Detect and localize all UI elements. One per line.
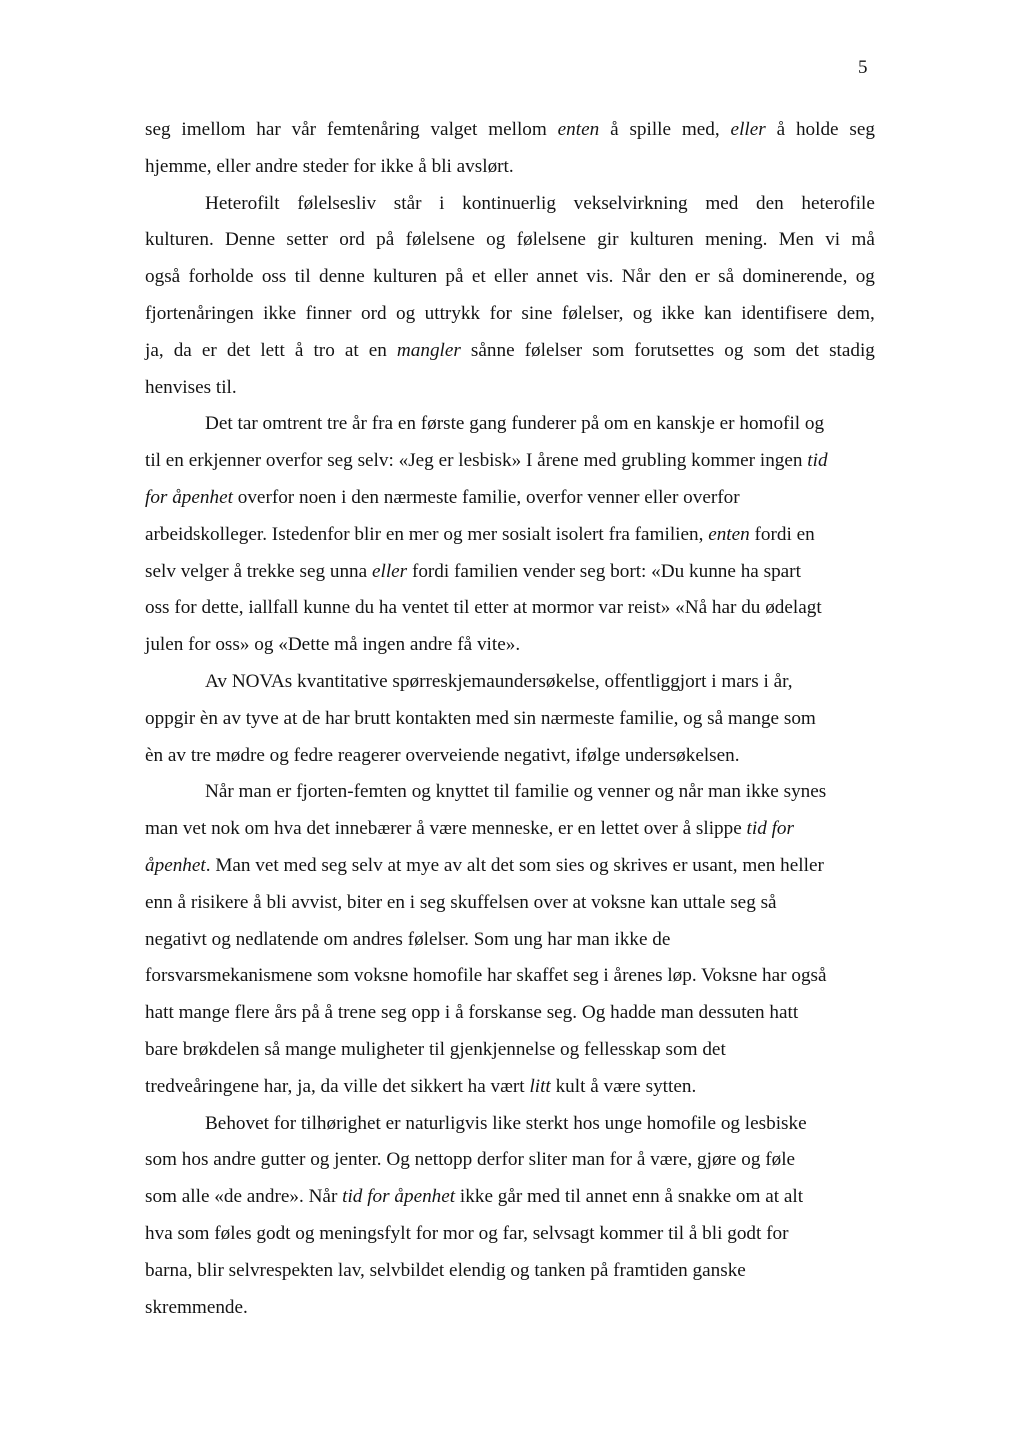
word: og [396, 302, 416, 324]
word: sine [521, 302, 553, 324]
text-segment: hva som føles godt og meningsfylt for mor og far, selvsagt kommer til å bli godt for [145, 1222, 789, 1244]
word: å [294, 339, 304, 361]
word: den [756, 192, 784, 214]
word: for [489, 302, 512, 324]
text-segment: forsvarsmekanismene som voksne homofile har skaffet seg i årenes løp. Voksne har også [145, 965, 827, 987]
emphasized-text: eller [371, 560, 408, 582]
word: seg [145, 119, 171, 140]
word: må [851, 229, 875, 251]
text-line [145, 664, 875, 701]
emphasized-text: for åpenhet [145, 486, 233, 508]
word: kulturen [629, 229, 694, 251]
word: følelser [524, 339, 583, 361]
text-line [145, 186, 875, 223]
word: og [632, 302, 653, 324]
text-line [145, 406, 875, 443]
text-line [145, 627, 875, 664]
word: følelsesliv [297, 192, 377, 214]
text-segment: Når man er fjorten-femten og knyttet til familie og venner og når man ikke synes [205, 781, 827, 803]
text-segment: overfor noen i den nærmeste familie, overfor venner eller overfor [232, 486, 740, 508]
text-segment: Behovet for tilhørighet er naturligvis like sterkt hos unge homofile og lesbiske [205, 1112, 807, 1134]
word: eller [493, 266, 529, 288]
emphasized-text: tid [807, 450, 828, 472]
word: fjortenåringen [145, 302, 254, 324]
word: kan [704, 302, 732, 324]
word: forholde [188, 266, 254, 288]
text-segment: barna, blir selvrespekten lav, selvbildet elendig og tanken på framtiden ganske [145, 1259, 746, 1281]
text-segment: oppgir èn av tyve at de har brutt kontakten med sin nærmeste familie, og så mange som [145, 707, 816, 729]
text-line [145, 443, 875, 480]
text-segment: kult å være sytten. [550, 1075, 697, 1097]
text-line [145, 848, 875, 885]
text-line [145, 480, 875, 517]
emphasized-text: litt [529, 1075, 551, 1097]
word: ikke [263, 302, 297, 324]
text-line [145, 333, 875, 370]
paragraph [145, 1106, 875, 1327]
text-line [145, 1216, 875, 1253]
text-segment: henvises til. [145, 376, 237, 398]
text-segment: som alle «de andre». Når [145, 1186, 343, 1208]
word: et [471, 266, 486, 288]
text-line [145, 885, 875, 922]
text-segment: tredveåringene har, ja, da ville det sikkert ha vært [145, 1075, 530, 1097]
word: mellom [488, 119, 547, 140]
word: annet [536, 266, 578, 288]
word: mening. [705, 229, 768, 251]
word: oss [261, 266, 287, 288]
word: å [776, 119, 786, 140]
word: ja, [145, 339, 164, 361]
text-line [145, 1142, 875, 1179]
word: forutsettes [634, 339, 715, 361]
word: ord [339, 229, 365, 251]
word: følelser, [561, 302, 624, 324]
text-segment: èn av tre mødre og fedre reagerer overveiende negativt, ifølge undersøkelsen. [145, 744, 740, 766]
word: valget [430, 119, 478, 140]
word: å [610, 119, 619, 140]
text-line [145, 296, 875, 333]
text-line [145, 112, 875, 149]
word: dominerende, [742, 266, 848, 288]
paragraph [145, 112, 875, 186]
word: med, [681, 119, 720, 140]
text-line [145, 1179, 875, 1216]
text-line [145, 517, 875, 554]
text-line [145, 958, 875, 995]
word: vis. [586, 266, 614, 288]
text-segment: negativt og nedlatende om andres følelser. Som ung har man ikke de [145, 928, 671, 950]
word: er [201, 339, 217, 361]
text-line [145, 1069, 875, 1106]
text-segment: oss for dette, iallfall kunne du ha ventet til etter at mormor var reist» «Nå har du ødelagt [145, 597, 822, 619]
word: det [795, 339, 820, 361]
word: med [705, 192, 739, 214]
word: seg [849, 119, 875, 140]
word: står [393, 192, 422, 214]
word: tro [313, 339, 335, 361]
word: ikke [661, 302, 695, 324]
text-segment: bare brøkdelen så mange muligheter til gjenkjennelse og fellesskap som det [145, 1038, 726, 1060]
word: at [344, 339, 359, 361]
word: finner [305, 302, 352, 324]
word: den [658, 266, 687, 288]
word: det [226, 339, 251, 361]
word: så [718, 266, 735, 288]
text-segment: Av NOVAs kvantitative spørreskjemaundersøkelse, offentliggjort i mars i år, [205, 670, 793, 692]
text-line [145, 738, 875, 775]
word: følelsene [405, 229, 475, 251]
text-segment: fordi familien vender seg bort: «Du kunne ha spart [407, 560, 801, 582]
text-segment: Det tar omtrent tre år fra en første gang funderer på om en kanskje er homofil og [205, 413, 825, 435]
word: vi [825, 229, 841, 251]
emphasized-text: tid for åpenhet [342, 1186, 456, 1208]
text-line [145, 259, 875, 296]
word: uttrykk [424, 302, 481, 324]
page-number: 5 [858, 57, 868, 78]
word: femtenåring [326, 119, 420, 140]
word: kulturen. [145, 229, 214, 251]
text-line [145, 922, 875, 959]
text-line [145, 1032, 875, 1069]
word: spille [629, 119, 672, 140]
emphasized-word: mangler [396, 339, 461, 361]
paragraph [145, 664, 875, 774]
word: som [592, 339, 625, 361]
word: og [855, 266, 875, 288]
word: gir [597, 229, 619, 251]
text-line [145, 149, 875, 186]
text-line [145, 590, 875, 627]
word: Denne [225, 229, 276, 251]
word: identifisere [741, 302, 828, 324]
word: sånne [470, 339, 515, 361]
word: Heterofilt [205, 192, 280, 214]
word: kontinuerlig [462, 192, 556, 214]
text-line [145, 811, 875, 848]
paragraph [145, 406, 875, 664]
word: og [724, 339, 744, 361]
text-line [145, 774, 875, 811]
text-segment: man vet nok om hva det innebærer å være menneske, er en lettet over å slippe [145, 818, 747, 840]
word: kulturen [373, 266, 438, 288]
text-segment: selv velger å trekke seg unna [145, 560, 372, 582]
word: vår [291, 119, 317, 140]
text-segment: skremmende. [145, 1296, 248, 1318]
emphasized-word: enten [557, 119, 600, 140]
text-line [145, 995, 875, 1032]
word: holde [795, 119, 839, 140]
word: da [173, 339, 192, 361]
text-segment: som hos andre gutter og jenter. Og nettopp derfor sliter man for å være, gjøre og føle [145, 1149, 796, 1171]
emphasized-word: eller [730, 119, 766, 140]
text-line [145, 1290, 875, 1327]
emphasized-text: åpenhet [145, 854, 206, 876]
word: lett [260, 339, 285, 361]
text-segment: til en erkjenner overfor seg selv: «Jeg er lesbisk» I årene med grubling kommer ingen [145, 450, 808, 472]
text-segment: fordi en [749, 523, 815, 545]
text-line [145, 370, 875, 407]
text-line [145, 222, 875, 259]
word: har [256, 119, 281, 140]
word: stadig [829, 339, 875, 361]
word: en [368, 339, 387, 361]
word: Men [778, 229, 814, 251]
word: er [694, 266, 710, 288]
paragraph [145, 186, 875, 407]
word: denne [318, 266, 365, 288]
word: vekselvirkning [573, 192, 688, 214]
emphasized-text: tid for [746, 818, 794, 840]
text-segment: julen for oss» og «Dette må ingen andre få vite». [145, 634, 521, 656]
word: på [445, 266, 464, 288]
word: imellom [181, 119, 246, 140]
word: i [439, 192, 445, 214]
word: dem, [837, 302, 875, 324]
emphasized-text: enten [708, 523, 750, 545]
word: også [145, 266, 181, 288]
word: til [294, 266, 311, 288]
text-segment: ikke går med til annet enn å snakke om at alt [455, 1186, 804, 1208]
word: heterofile [801, 192, 875, 214]
text-segment: hjemme, eller andre steder for ikke å bli avslørt. [145, 155, 514, 177]
word: som [753, 339, 786, 361]
text-segment: enn å risikere å bli avvist, biter en i seg skuffelsen over at voksne kan uttale seg så [145, 891, 777, 913]
word: følelsene [516, 229, 586, 251]
paragraph [145, 774, 875, 1105]
word: setter [286, 229, 328, 251]
text-line [145, 1253, 875, 1290]
word: ord [360, 302, 387, 324]
text-line [145, 701, 875, 738]
text-line [145, 554, 875, 591]
word: Når [621, 266, 651, 288]
word: på [376, 229, 395, 251]
word: og [486, 229, 506, 251]
text-segment: . Man vet med seg selv at mye av alt det som sies og skrives er usant, men heller [205, 854, 824, 876]
text-line [145, 1106, 875, 1143]
body-text [145, 112, 875, 1326]
text-segment: hatt mange flere års på å trene seg opp i å forskanse seg. Og hadde man dessuten hatt [145, 1002, 799, 1024]
text-segment: arbeidskolleger. Istedenfor blir en mer og mer sosialt isolert fra familien, [145, 523, 709, 545]
